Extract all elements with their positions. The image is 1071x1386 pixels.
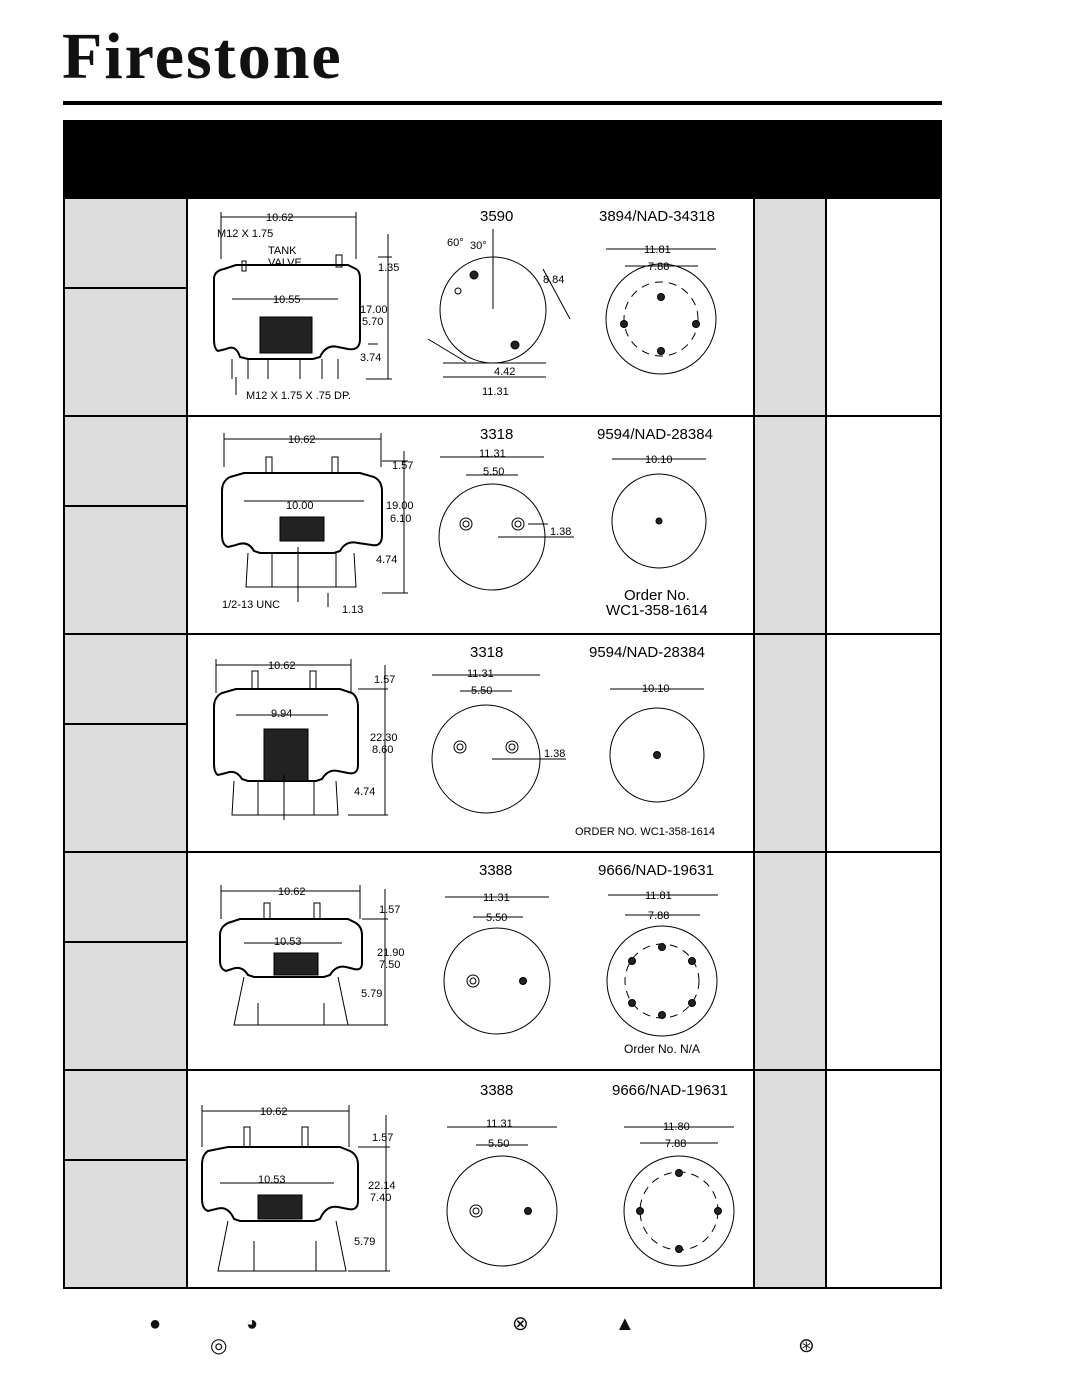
air-spring-drawing [188,635,753,851]
angle-30: 30° [470,240,487,252]
dim-width-top: 10.62 [288,434,316,446]
order-label: Order No. [624,587,690,604]
wheel-icon: ⊛ [798,1335,815,1357]
order-number: WC1-358-1614 [606,602,708,619]
dim-plate-width: 11.31 [482,386,509,398]
base-part: 9594/NAD-28384 [597,426,713,443]
dim-base-outer: 10.10 [642,683,670,695]
dim-max-height: 17.00 [360,304,388,316]
dim-top-height: 1.57 [379,904,401,916]
double-circle-icon: ◎ [210,1335,228,1357]
spec-cell [753,417,827,633]
base-part: 9666/NAD-19631 [598,862,714,879]
dim-base-bolt: 7.88 [648,910,670,922]
dim-top-height: 1.35 [378,262,400,274]
dim-min-height: 5.70 [362,316,384,328]
dim-offset: 4.42 [494,366,516,378]
drawing-cell [188,417,753,633]
row-label-cell [63,417,188,633]
dim-min-height: 7.50 [379,959,401,971]
drawing-cell [188,853,753,1069]
parts-table [63,199,942,1288]
air-spring-drawing [188,199,753,415]
dim-plate-width: 11.31 [483,892,510,904]
spec-cell [753,199,827,415]
top-plate-part: 3388 [479,862,513,879]
table-row [63,199,942,417]
dim-min-height: 8.60 [372,744,394,756]
dim-inner-width: 10.55 [273,294,301,306]
dim-base-bolt: 7.88 [665,1138,687,1150]
top-plate-part: 3590 [480,208,514,225]
dim-stud-spacing: 5.50 [471,685,493,697]
order-number: Order No. N/A [624,1042,701,1056]
dim-thread-top: M12 X 1.75 [217,228,274,240]
tank-valve-label-2: VALVE [268,257,302,269]
crossed-circle-icon: ⊗ [512,1313,529,1335]
table-row [63,853,942,1071]
tank-valve-label: TANK [268,245,297,257]
dim-piston: 4.74 [354,786,376,798]
dim-piston: 3.74 [360,352,382,364]
table-row [63,1071,942,1289]
dim-inner-width: 10.00 [286,500,314,512]
triangle-icon: ▲ [615,1313,635,1335]
air-spring-drawing [188,853,753,1069]
dim-inner-width: 10.53 [258,1174,286,1186]
top-plate-part: 3318 [470,644,504,661]
dim-width-top: 10.62 [268,660,296,672]
dim-base-outer: 10.10 [645,454,673,466]
top-plate-part: 3318 [480,426,514,443]
base-part: 3894/NAD-34318 [599,208,715,225]
row-label-cell [63,853,188,1069]
dim-top-height: 1.57 [374,674,396,686]
dim-offset: 1.38 [550,526,572,538]
row-label-cell [63,1071,188,1287]
table-row [63,635,942,853]
dim-stud-spacing: 5.50 [483,466,505,478]
dim-max-height: 22.14 [368,1180,396,1192]
solid-dot-icon: ● [149,1313,162,1335]
drawing-cell [188,1071,753,1287]
table-header-bar [63,120,942,199]
drawing-cell [188,635,753,851]
order-number: ORDER NO. WC1-358-1614 [575,826,715,838]
base-part: 9594/NAD-28384 [589,644,705,661]
dim-base-outer: 11.80 [663,1121,690,1133]
dim-inner-width: 10.53 [274,936,302,948]
header-rule [63,101,942,105]
dim-inner-width: 9.94 [271,708,293,720]
spec-cell [753,853,827,1069]
dim-min-height: 7.40 [370,1192,392,1204]
dim-offset: 1.38 [544,748,566,760]
dim-plate-width: 11.31 [479,448,506,460]
dim-piston: 5.79 [361,988,383,1000]
angle-60: 60° [447,237,464,249]
air-spring-drawing [188,417,753,633]
dim-bottom: 1.13 [342,604,364,616]
air-spring-drawing [188,1071,753,1287]
dim-bottom-thread: M12 X 1.75 X .75 DP. [246,390,351,402]
table-row [63,417,942,635]
dim-max-height: 22.30 [370,732,398,744]
dim-stud-spacing: 5.50 [486,912,508,924]
firestone-logo: Firestone [62,20,343,93]
dim-base-outer: 11.81 [644,244,671,256]
dim-max-height: 19.00 [386,500,414,512]
dim-plate-width: 11.31 [467,668,494,680]
dim-max-height: 21.90 [377,947,405,959]
row-label-cell [63,635,188,851]
dim-diag: 8.84 [543,274,565,286]
dim-bottom-thread: 1/2-13 UNC [222,599,281,611]
spec-cell [753,1071,827,1287]
drawing-cell [188,199,753,415]
dim-piston: 5.79 [354,1236,376,1248]
dim-base-bolt: 7.88 [648,261,670,273]
dim-top-height: 1.57 [372,1132,394,1144]
dim-width-top: 10.62 [266,212,294,224]
dim-width-top: 10.62 [278,886,306,898]
dim-stud-spacing: 5.50 [488,1138,510,1150]
top-plate-part: 3388 [480,1082,514,1099]
dim-min-height: 6.10 [390,513,412,525]
base-part: 9666/NAD-19631 [612,1082,728,1099]
spec-cell [753,635,827,851]
dim-top-height: 1.57 [392,460,414,472]
dim-piston: 4.74 [376,554,398,566]
dim-width-top: 10.62 [260,1106,288,1118]
row-label-cell [63,199,188,415]
quarter-dot-icon: ◕ [246,1313,259,1335]
dim-plate-width: 11.31 [486,1118,513,1130]
dim-base-outer: 11.81 [645,890,672,902]
